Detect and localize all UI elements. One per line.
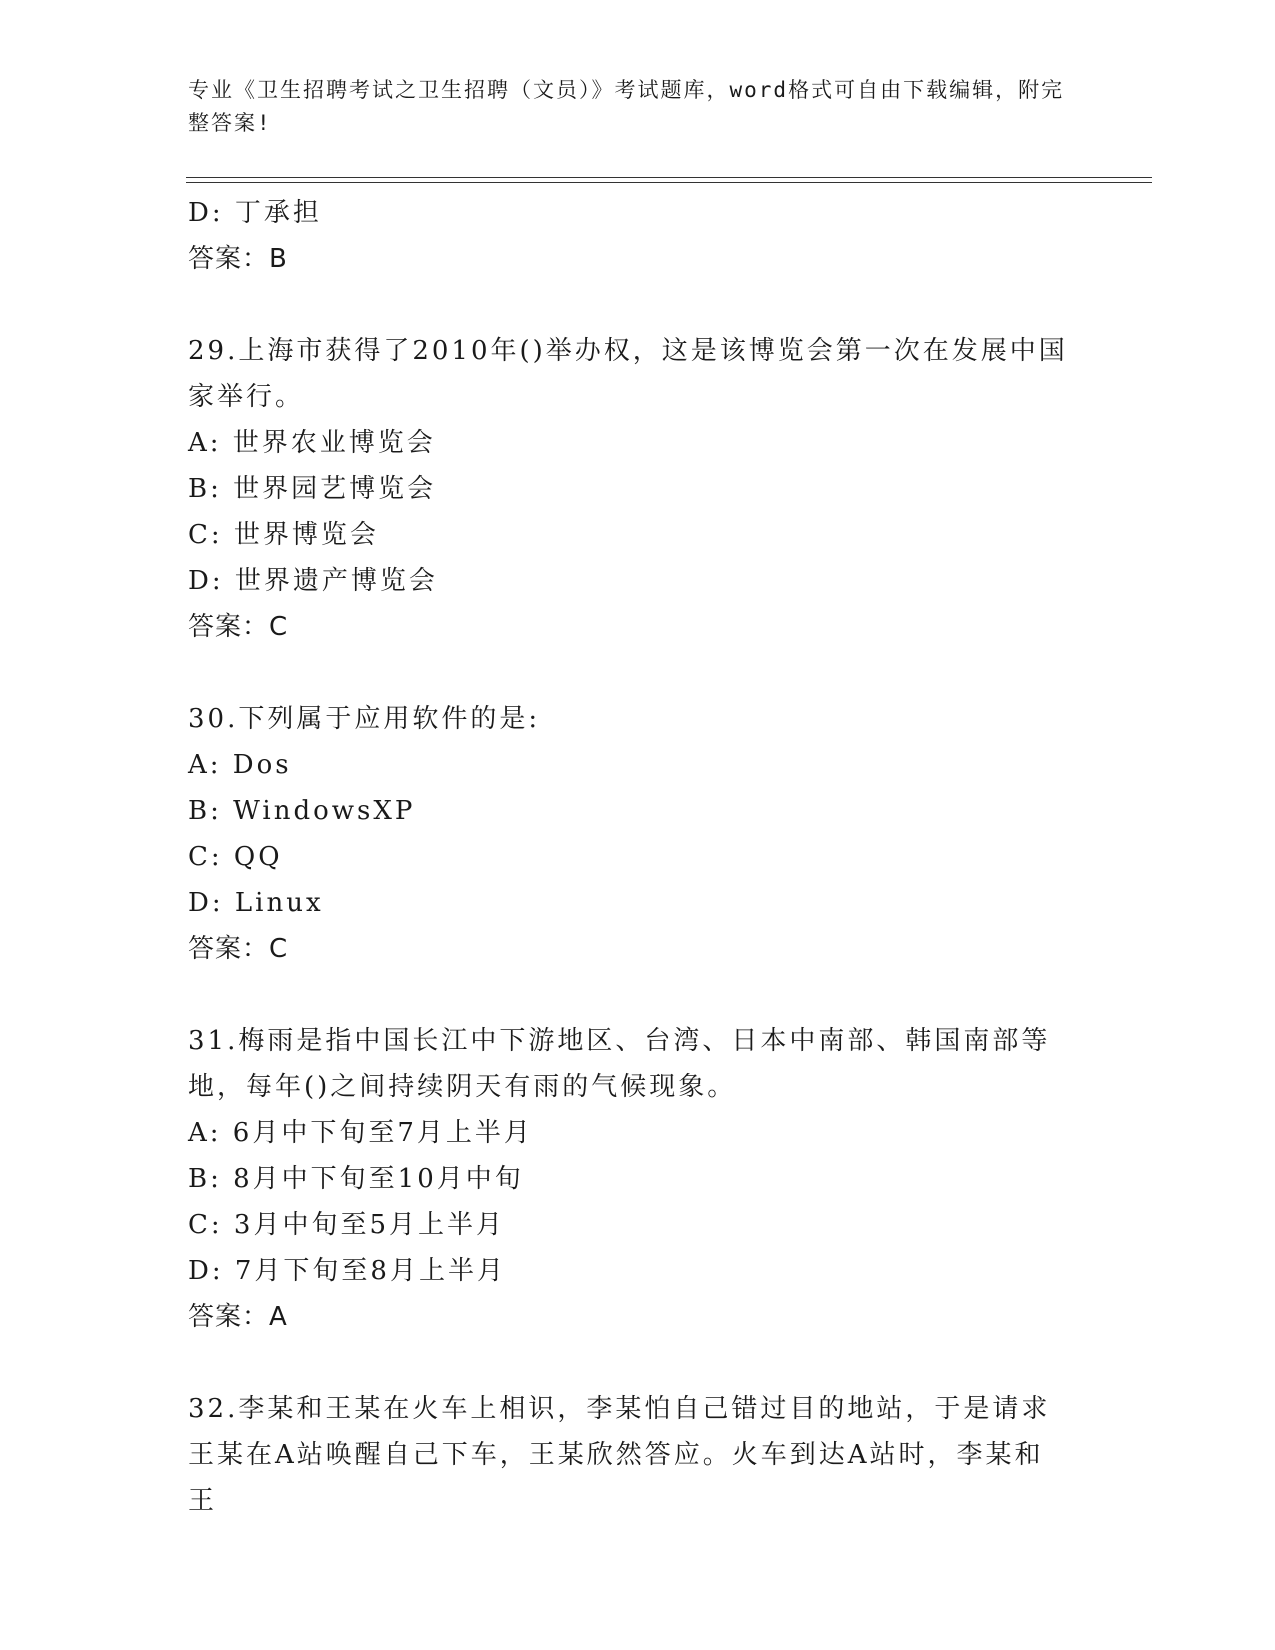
question-29 <box>188 328 1088 650</box>
option-b: B: 世界园艺博览会 <box>188 474 437 504</box>
option-d: D: 世界遗产博览会 <box>188 566 438 596</box>
option-b: B: WindowsXP <box>188 796 416 826</box>
header-text: 专业《卫生招聘考试之卫生招聘（文员）》考试题库，word格式可自由下载编辑，附完整答案! <box>188 78 1065 135</box>
document-header <box>188 74 1068 140</box>
answer: 答案：C <box>188 934 289 964</box>
question-list <box>188 190 1088 1524</box>
prev-question-answer: 答案：B <box>188 244 288 274</box>
prev-question-option-d: D: 丁承担 <box>188 198 322 228</box>
question-text: 30.下列属于应用软件的是: <box>188 704 541 734</box>
option-c: C: 3月中旬至5月上半月 <box>188 1210 506 1240</box>
spacer <box>188 1340 1088 1386</box>
spacer <box>188 972 1088 1018</box>
question-text: 31.梅雨是指中国长江中下游地区、台湾、日本中南部、韩国南部等地，每年()之间持续阴天有雨的气候现象。 <box>188 1026 1051 1102</box>
answer: 答案：C <box>188 612 289 642</box>
answer: 答案：A <box>188 1302 288 1332</box>
header-divider-top <box>186 177 1152 178</box>
header-divider-bottom <box>186 182 1152 183</box>
spacer <box>188 650 1088 696</box>
option-c: C: 世界博览会 <box>188 520 379 550</box>
spacer <box>188 282 1088 328</box>
question-30 <box>188 696 1088 972</box>
option-a: A: 世界农业博览会 <box>188 428 436 458</box>
option-d: D: Linux <box>188 888 324 918</box>
question-text: 32.李某和王某在火车上相识，李某怕自己错过目的地站，于是请求王某在A站唤醒自己下车，王某欣然答应。火车到达A站时，李某和王 <box>188 1394 1051 1516</box>
question-text: 29.上海市获得了2010年()举办权，这是该博览会第一次在发展中国家举行。 <box>188 336 1068 412</box>
option-c: C: QQ <box>188 842 283 872</box>
option-a: A: Dos <box>188 750 292 780</box>
option-d: D: 7月下旬至8月上半月 <box>188 1256 506 1286</box>
option-b: B: 8月中下旬至10月中旬 <box>188 1164 524 1194</box>
option-a: A: 6月中下旬至7月上半月 <box>188 1118 533 1148</box>
question-31 <box>188 1018 1088 1340</box>
question-32 <box>188 1386 1088 1524</box>
